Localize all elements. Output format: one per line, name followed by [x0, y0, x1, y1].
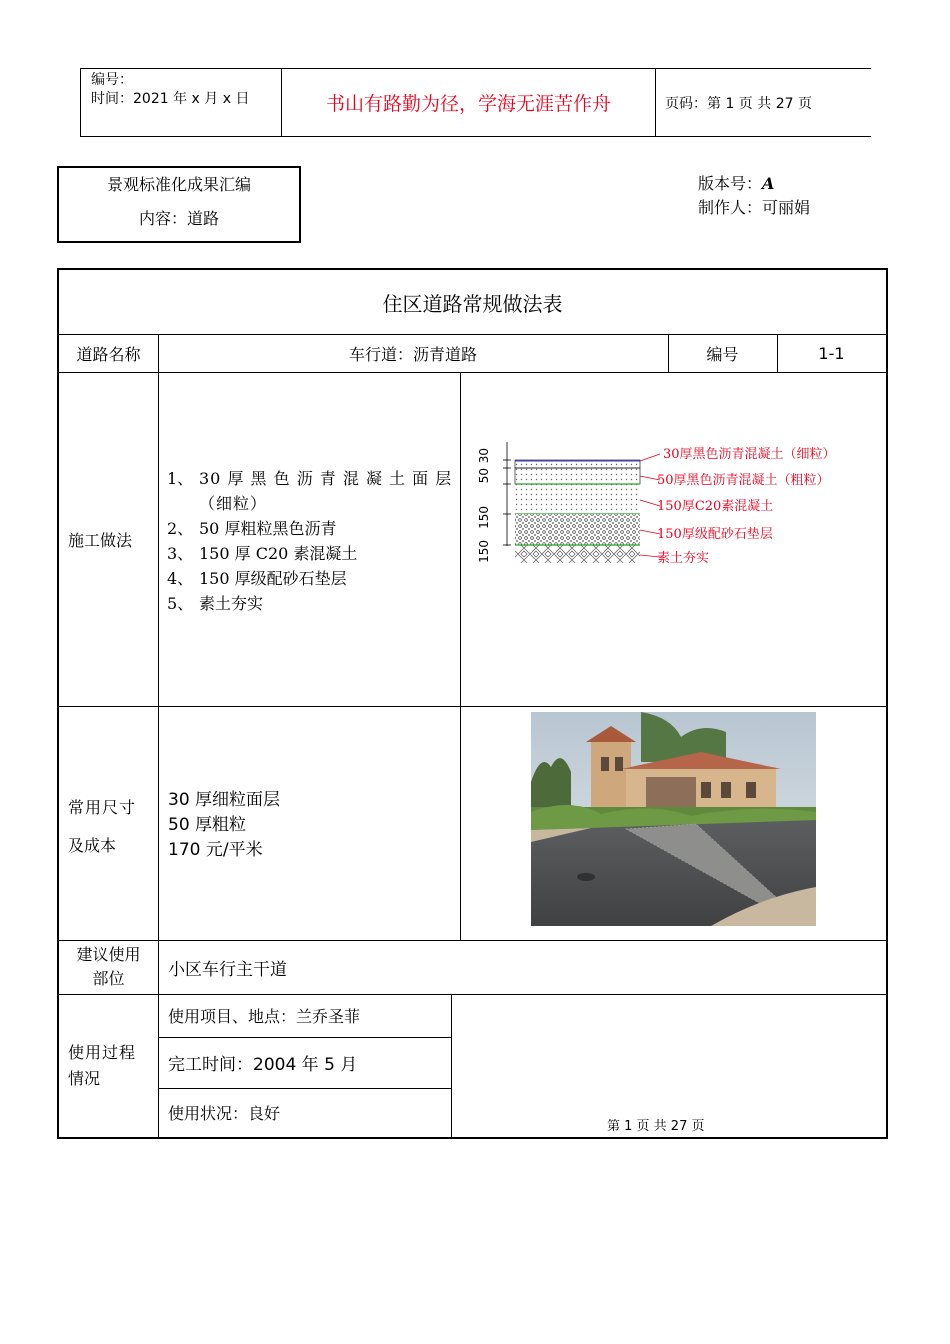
collection-title: 景观标准化成果汇编	[106, 175, 251, 194]
layer-label: 30厚黑色沥青混凝土（细粒）	[663, 447, 836, 462]
construction-steps	[167, 466, 453, 616]
usage-label: 使用过程 情况	[68, 1043, 137, 1088]
layer-label: 50厚黑色沥青混凝土（粗粒）	[657, 473, 830, 488]
road-section-diagram	[470, 428, 880, 578]
step-item: 2、 50 厚粗粒黑色沥青	[167, 519, 337, 538]
header-number-time	[81, 69, 282, 136]
collection-info-box	[57, 166, 301, 243]
layer-label: 素土夯实	[657, 551, 710, 566]
step-item: 4、 150 厚级配砂石垫层	[167, 569, 347, 588]
dim-label: 150	[477, 506, 491, 529]
road-name-label: 道路名称	[76, 344, 141, 364]
document-meta	[698, 172, 810, 220]
layer-label: 150厚级配砂石垫层	[657, 527, 773, 542]
code-value: 1-1	[818, 343, 845, 363]
layer-label: 150厚C20素混凝土	[657, 499, 774, 514]
road-practice-table	[57, 268, 888, 1139]
step-item: 3、 150 厚 C20 素混凝土	[167, 544, 358, 563]
suggest-value: 小区车行主干道	[168, 959, 287, 980]
suggest-label: 建议使用 部位	[76, 945, 141, 988]
size-cost-label: 常用尺寸 及成本	[68, 798, 137, 855]
code-label: 编号	[706, 344, 739, 364]
usage-project: 使用项目、地点：兰乔圣菲	[168, 1007, 361, 1026]
version-label: 版本号：	[698, 174, 763, 193]
time-label: 时间：2021 年 x 月 x 日	[91, 91, 250, 107]
step-item: 5、 素土夯实	[167, 594, 264, 613]
dim-label: 150	[477, 540, 491, 563]
header-page-code: 页码：第 1 页 共 27 页	[665, 95, 812, 112]
dim-label: 30	[477, 448, 491, 464]
number-label: 编号：	[91, 72, 133, 88]
dim-label: 50	[477, 468, 491, 484]
step-item: 1、 30 厚 黑 色 沥 青 混 凝 土 面 层（细粒）	[167, 469, 453, 513]
road-photo	[531, 712, 816, 926]
size-cost-values: 30 厚细粒面层 50 厚粗粒 170 元/平米	[168, 790, 281, 860]
usage-status: 使用状况：良好	[168, 1104, 281, 1123]
header-motto: 书山有路勤为径，学海无涯苦作舟	[282, 69, 656, 136]
table-title: 住区道路常规做法表	[382, 291, 563, 316]
usage-completion: 完工时间：2004 年 5 月	[168, 1055, 358, 1075]
content-label: 内容：道路	[138, 209, 219, 228]
footer-page-number: 第 1 页 共 27 页	[607, 1119, 705, 1134]
page-header	[80, 68, 871, 137]
version-value: A	[762, 174, 775, 193]
construction-label: 施工做法	[68, 530, 133, 550]
road-name-value: 车行道：沥青道路	[348, 344, 477, 364]
author-label: 制作人：可丽娟	[698, 198, 811, 217]
